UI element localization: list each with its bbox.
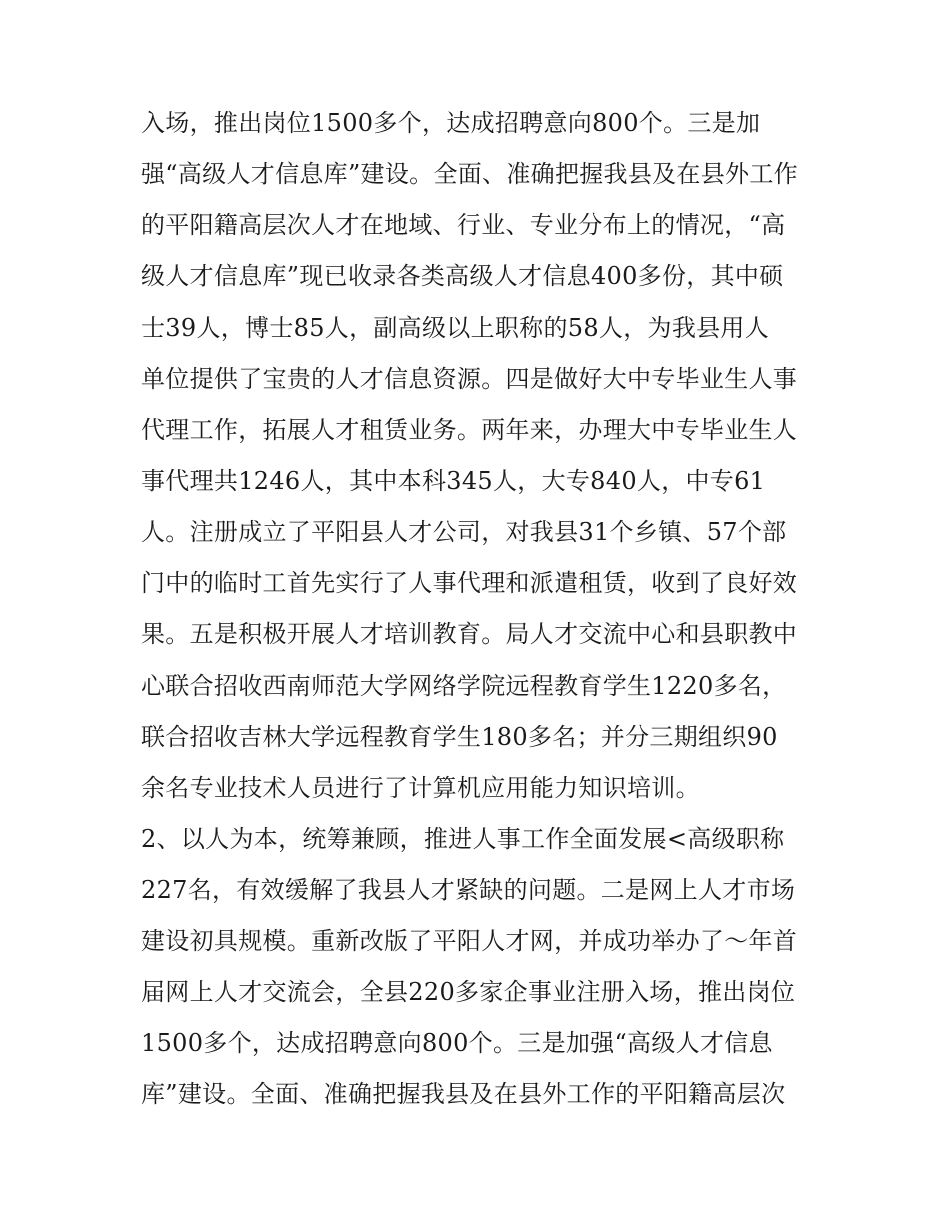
text-line: 果。五是积极开展人才培训教育。局人才交流中心和县职教中 xyxy=(141,620,798,648)
text-line: 士39人，博士85人，副高级以上职称的58人，为我县用人 xyxy=(141,314,770,342)
text-line: 余名专业技术人员进行了计算机应用能力知识培训。 xyxy=(141,774,700,802)
text-line: 代理工作，拓展人才租赁业务。两年来，办理大中专毕业生人 xyxy=(141,416,798,444)
text-line: 强“高级人才信息库”建设。全面、准确把握我县及在县外工作 xyxy=(141,160,798,188)
text-line: 建设初具规模。重新改版了平阳人才网，并成功举办了～年首 xyxy=(141,927,798,955)
text-line: 级人才信息库”现已收录各类高级人才信息400多份，其中硕 xyxy=(141,262,784,290)
text-line: 门中的临时工首先实行了人事代理和派遣租赁，收到了良好效 xyxy=(141,569,798,597)
text-line: 届网上人才交流会，全县220多家企事业注册入场，推出岗位 xyxy=(141,978,796,1006)
text-line: 心联合招收西南师范大学网络学院远程教育学生1220多名， xyxy=(141,672,787,700)
text-line: 1500多个，达成招聘意向800个。三是加强“高级人才信息 xyxy=(141,1029,773,1057)
text-line: 227名，有效缓解了我县人才紧缺的问题。二是网上人才市场 xyxy=(141,876,796,904)
text-line: 单位提供了宝贵的人才信息资源。四是做好大中专毕业生人事 xyxy=(141,365,798,393)
text-line: 事代理共1246人，其中本科345人，大专840人，中专61 xyxy=(141,467,766,495)
text-line: 联合招收吉林大学远程教育学生180多名；并分三期组织90 xyxy=(141,723,778,751)
text-line: 2、以人为本，统筹兼顾，推进人事工作全面发展<高级职称 xyxy=(141,825,785,853)
text-line: 入场，推出岗位1500多个，达成招聘意向800个。三是加 xyxy=(141,109,761,137)
text-line: 人。注册成立了平阳县人才公司，对我县31个乡镇、57个部 xyxy=(141,518,787,546)
text-line: 库”建设。全面、准确把握我县及在县外工作的平阳籍高层次 xyxy=(141,1080,786,1108)
text-line: 的平阳籍高层次人才在地域、行业、专业分布上的情况，“高 xyxy=(141,211,786,239)
